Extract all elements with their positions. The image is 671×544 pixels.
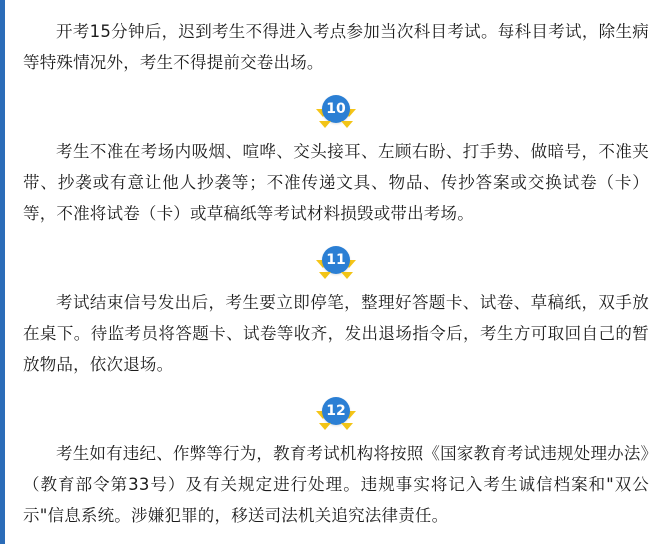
section-number-badge: 10 [322, 95, 350, 123]
paragraph-12: 考生如有违纪、作弊等行为，教育考试机构将按照《国家教育考试违规处理办法》（教育部令第33号）及有关规定进行处理。违规事实将记入考生诚信档案和"双公示"信息系统。涉嫌犯罪的，移送司法机关追究法律责任。 [23, 444, 649, 525]
section-divider-12 [23, 394, 649, 428]
paragraph-11: 考试结束信号发出后，考生要立即停笔，整理好答题卡、试卷、草稿纸，双手放在桌下。待监考员将答题卡、试卷等收齐，发出退场指令后，考生方可取回自己的暂放物品，依次退场。 [23, 293, 649, 374]
section-number-badge: 11 [322, 246, 350, 274]
section-number-badge: 12 [322, 397, 350, 425]
paragraph-10: 考生不准在考场内吸烟、喧哗、交头接耳、左顾右盼、打手势、做暗号，不准夹带、抄袭或有意让他人抄袭等；不准传递文具、物品、传抄答案或交换试卷（卡）等，不准将试卷（卡）或草稿纸等考试材料损毁或带出考场。 [23, 142, 649, 223]
section-divider-11 [23, 243, 649, 277]
paragraph-9: 开考15分钟后，迟到考生不得进入考点参加当次科目考试。每科目考试，除生病等特殊情况外，考生不得提前交卷出场。 [23, 22, 649, 72]
document-content [5, 0, 671, 531]
section-divider-10 [23, 92, 649, 126]
